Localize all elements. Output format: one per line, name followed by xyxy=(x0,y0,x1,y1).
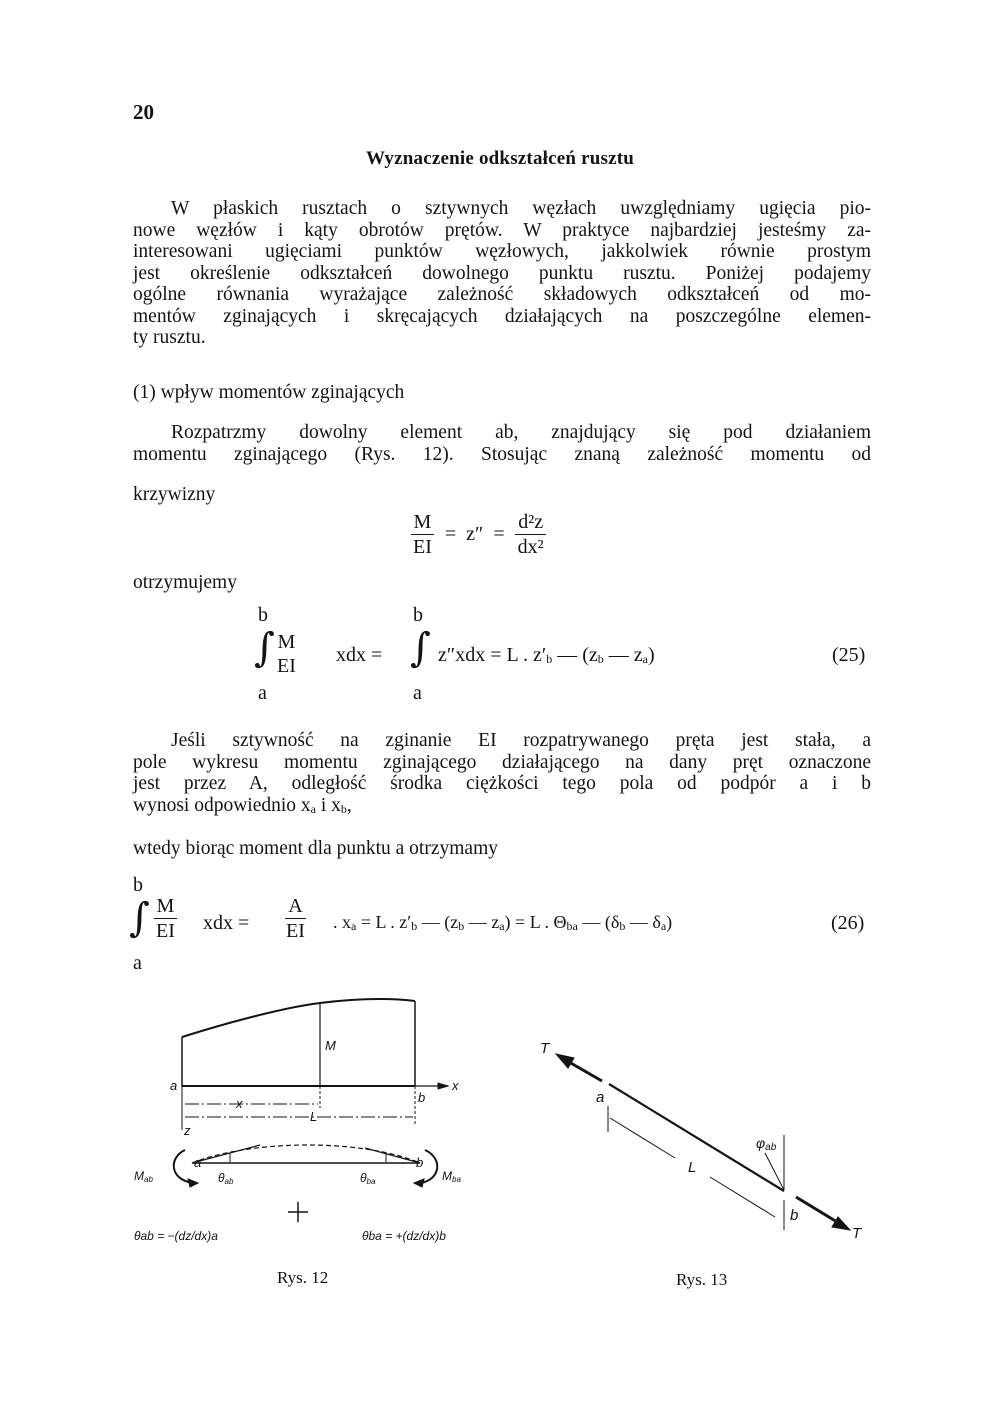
section1-paragraph xyxy=(133,422,871,465)
text-line: pole wykresu momentu zginającego działającego na dany pręt oznaczone xyxy=(133,751,871,773)
svg-text:a: a xyxy=(596,1089,605,1106)
svg-text:L: L xyxy=(310,1109,318,1124)
svg-text:b: b xyxy=(416,1155,424,1170)
equation-curvature: $\frac{M}{EI}$ = z″ = $\frac{\text{d²z}}{\text{dx²}}$ xyxy=(410,510,547,559)
integral-sign: ∫ xyxy=(254,625,275,671)
section-title: Wyznaczenie odkształceń rusztu xyxy=(365,148,635,169)
svg-text:θba: θba xyxy=(360,1171,376,1186)
svg-text:b: b xyxy=(790,1207,799,1224)
subsection-heading: (1) wpływ momentów zginających xyxy=(133,382,405,403)
integral-sign: ∫ xyxy=(129,895,150,941)
svg-text:Mba: Mba xyxy=(442,1169,461,1184)
svg-text:T: T xyxy=(540,1040,550,1057)
svg-text:φab: φab xyxy=(756,1135,777,1153)
equation-number: (26) xyxy=(831,912,865,934)
svg-text:Mab: Mab xyxy=(134,1169,153,1184)
text-line: nowe węzłów i kąty obrotów prętów. W praktyce najbardziej jesteśmy za- xyxy=(133,219,871,241)
text-line: mentów zginających i skręcających działających na poszczególne elemen- xyxy=(133,305,871,327)
page-number: 20 xyxy=(133,100,154,124)
svg-text:b: b xyxy=(418,1090,426,1105)
equation-number: (25) xyxy=(832,644,866,666)
text-otrzymujemy: otrzymujemy xyxy=(133,572,237,593)
svg-text:z: z xyxy=(184,1123,191,1138)
formula-theta-ba: θba = +(dz/dx)b xyxy=(362,1229,446,1243)
svg-text:T: T xyxy=(852,1225,862,1242)
svg-text:a: a xyxy=(170,1078,178,1093)
svg-text:θab: θab xyxy=(218,1171,234,1186)
figure-12-moment-diagram xyxy=(130,990,490,1260)
intro-paragraph xyxy=(133,198,871,349)
integral-sign: ∫ xyxy=(410,625,431,671)
figure-13-caption: Rys. 13 xyxy=(676,1270,728,1289)
text-line: jest przez A, odległość środka ciężkości tego pola od podpór a i b xyxy=(133,773,871,794)
fraction-M-EI: $\frac{M}{EI}$ xyxy=(410,510,435,559)
text-line: jest określenie odkształceń dowolnego punktu rusztu. Poniżej podajemy xyxy=(133,262,871,284)
equation-25: b a ∫ M EI xdx = b a ∫ z″xdx = L . $z'_b$ — ($z_b$ — $z_a$) (25) xyxy=(254,604,866,704)
text-line: W płaskich rusztach o sztywnych węzłach uwzględniamy ugięcia pio- xyxy=(171,198,871,219)
text-line: ogólne równania wyrażające zależność składowych odkształceń od mo- xyxy=(133,284,871,305)
equation-26: b a ∫ $\frac{M}{EI}$ xdx = $\frac{A}{EI}$ . $x_a = L$ . $z'_b$ — ($z_b$ — $z_a) = L$ . $\Theta_{ba}$ — ($\delta_b$ — $\delta_a$) (26) xyxy=(129,874,865,974)
text-line: wynosi odpowiednio $x_a$ i $x_b$, xyxy=(133,794,352,816)
svg-text:x: x xyxy=(236,1096,243,1111)
text-line: Jeśli sztywność na zginanie EI rozpatrywanego pręta jest stała, a xyxy=(171,730,871,751)
svg-text:L: L xyxy=(688,1159,697,1176)
figure-12-caption: Rys. 12 xyxy=(277,1268,329,1287)
paragraph-stiffness xyxy=(133,730,871,820)
text-line: interesowani ugięciami punktów węzłowych, jakkolwiek równie prostym xyxy=(133,241,871,262)
svg-text:M: M xyxy=(325,1038,336,1053)
text-krzywizny: krzywizny xyxy=(133,484,216,505)
text-line: ty rusztu. xyxy=(133,327,206,348)
svg-text:a: a xyxy=(194,1155,202,1170)
figure-13-torsion-diagram xyxy=(520,1020,880,1260)
text-line: Rozpatrzmy dowolny element ab, znajdujący się pod działaniem xyxy=(171,422,871,443)
svg-text:x: x xyxy=(452,1078,459,1093)
text-wtedy: wtedy biorąc moment dla punktu a otrzymamy xyxy=(133,838,498,859)
text-line: momentu zginającego (Rys. 12). Stosując znaną zależność momentu od xyxy=(133,443,871,465)
formula-theta-ab: θab = −(dz/dx)a xyxy=(134,1229,218,1243)
fraction-d2z-dx2: $\frac{\text{d²z}}{\text{dx²}}$ xyxy=(515,510,547,559)
